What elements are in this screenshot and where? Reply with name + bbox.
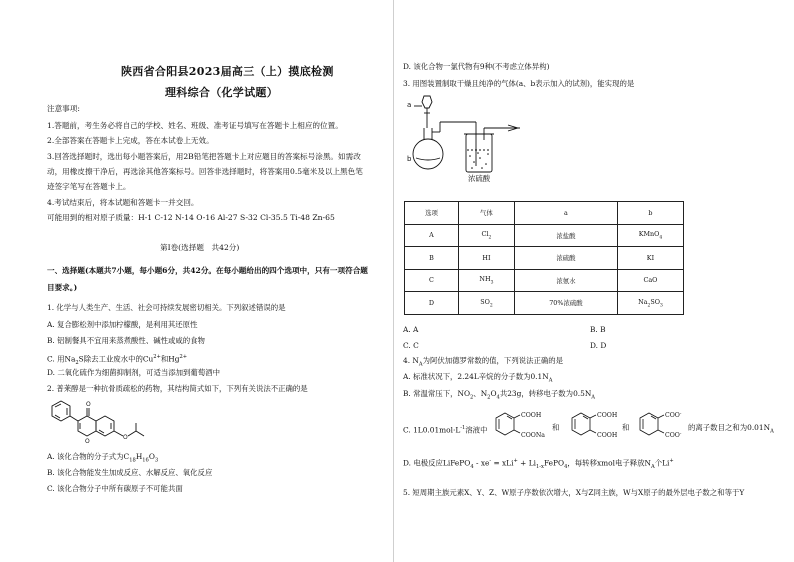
table-row bbox=[405, 292, 684, 315]
svg-text:COONa: COONa bbox=[521, 432, 545, 439]
q4-option-c-lead: C. $1L0.01mol\cdot L^{-1}$溶液中 bbox=[403, 425, 488, 435]
svg-text:O: O bbox=[123, 434, 128, 441]
notice-heading: 注意事项: bbox=[47, 104, 80, 113]
label-a: a bbox=[407, 101, 412, 109]
question-1: 1. 化学与人类生产、生活、社会可持续发展密切相关。下列叙述错误的是 bbox=[47, 303, 286, 312]
q3-option-b: B. B bbox=[590, 325, 606, 334]
question-3: 3. 用图装置制取干燥且纯净的气体(a、b表示加入的试剂)，能实现的是 bbox=[403, 79, 635, 88]
question-2: 2. 普莱醇是一种抗骨质疏松的药物，其结构简式如下，下列有关说法不正确的是 bbox=[47, 384, 308, 393]
question-4: 4. $N_A$为阿伏加德罗常数的值，下列说法正确的是 bbox=[403, 356, 564, 368]
cell-a: 浓盐酸 bbox=[514, 224, 617, 247]
q4-option-d: D. 电极反应LiFePO$_4$ - $xe^- = xLi^+ + Li_{1-x}FePO_4$，每转移xmol电子释放$N_A$个Li+ bbox=[403, 458, 674, 470]
cell-b: CaO bbox=[617, 269, 683, 292]
q2-option-c: C. 该化合物分子中所有碳原子不可能共面 bbox=[47, 484, 183, 493]
svg-text:COO-: COO- bbox=[665, 432, 682, 439]
notice-3: 3.回答选择题时，选出每小题答案后，用2B铅笔把答题卡上对应题目的答案标号涂黑。如需改 bbox=[47, 152, 361, 161]
table-row bbox=[405, 224, 684, 247]
cell-b: KMnO$_4$ bbox=[617, 224, 683, 247]
ipriflavone-structure-image bbox=[44, 396, 164, 448]
svg-text:COOH: COOH bbox=[597, 412, 618, 419]
q4-option-a: A. 标准状况下，2.24L辛烷的分子数为$0.1N_A$ bbox=[403, 372, 553, 384]
q1-option-d: D. 二氧化硫作为细菌抑制剂，可适当添加到葡萄酒中 bbox=[47, 368, 220, 377]
cell-option: A bbox=[405, 224, 459, 247]
svg-text:COO-: COO- bbox=[665, 412, 682, 419]
apparatus-caption: 浓硫酸 bbox=[468, 174, 491, 183]
q3-option-a: A. A bbox=[403, 325, 419, 334]
exam-title: 陕西省合阳县2023届高三（上）摸底检测 bbox=[121, 65, 334, 78]
q1-option-c: C. 用$Na_2S$除去工业废水中的$Cu^{2+}$和$Hg^{2+}$ bbox=[47, 354, 188, 366]
header-b: b bbox=[617, 202, 683, 225]
section-heading-cont: 目要求。) bbox=[47, 283, 78, 292]
exam-subtitle: 理科综合（化学试题） bbox=[165, 86, 278, 99]
header-a: a bbox=[514, 202, 617, 225]
cell-a: 70%浓硫酸 bbox=[514, 292, 617, 315]
question-5: 5. 短周期主族元素X、Y、Z、W原子序数依次增大，X与Z同主族，W与X原子的最外层电子数之和等于Y bbox=[403, 488, 745, 497]
cell-gas: $Cl_2$ bbox=[458, 224, 514, 247]
q1-option-b: B. 铝制餐具不宜用来蒸煮酸性、碱性或咸的食物 bbox=[47, 336, 205, 345]
cell-b: KI bbox=[617, 247, 683, 270]
reagent-table bbox=[404, 201, 684, 315]
svg-text:COOH: COOH bbox=[597, 432, 618, 439]
cell-a: 浓氨水 bbox=[514, 269, 617, 292]
notice-3-cont: 动，用橡皮擦干净后，再选涂其他答案标号。回答非选择题时，将答案用0.5毫米及以上黑色笔 bbox=[47, 167, 363, 176]
q2-option-b: B. 该化合物能发生加成反应、水解反应、氧化反应 bbox=[47, 468, 213, 477]
q4-option-c-and-1: 和 bbox=[552, 423, 560, 432]
label-b: b bbox=[407, 155, 412, 163]
phthalate-ion-structure bbox=[634, 408, 690, 444]
table-header-row bbox=[405, 202, 684, 225]
svg-text:COOH: COOH bbox=[521, 412, 542, 419]
q1-option-a: A. 复合膨松剂中添加柠檬酸，是利用其还原性 bbox=[47, 320, 198, 329]
cell-gas: $SO_2$ bbox=[458, 292, 514, 315]
svg-text:O: O bbox=[85, 438, 90, 445]
cell-gas: HI bbox=[458, 247, 514, 270]
notice-2: 2.全部答案在答题卡上完成，答在本试卷上无效。 bbox=[47, 136, 214, 145]
cell-a: 浓硫酸 bbox=[514, 247, 617, 270]
q2-option-d: D. 该化合物一氯代物有9种(不考虑立体异构) bbox=[403, 62, 550, 71]
header-gas: 气体 bbox=[458, 202, 514, 225]
section-heading: 一、选择题(本题共7小题，每小题6分，共42分。在每小题给出的四个选项中，只有一项符合题 bbox=[47, 266, 368, 275]
cell-option: D bbox=[405, 292, 459, 315]
q4-option-c-tail: 的离子数目之和为$0.01N_A$ bbox=[688, 423, 774, 435]
cell-option: B bbox=[405, 247, 459, 270]
notice-3-end: 迹签字笔写在答题卡上。 bbox=[47, 182, 131, 191]
column-divider bbox=[393, 0, 394, 562]
cell-gas: $NH_3$ bbox=[458, 269, 514, 292]
q4-option-b: B. 常温常压下，$NO_2$、$N_2O_4$共23g，转移电子数为$0.5N_A$ bbox=[403, 389, 596, 401]
cell-option: C bbox=[405, 269, 459, 292]
q4-option-c-and-2: 和 bbox=[622, 423, 630, 432]
header-option: 选项 bbox=[405, 202, 459, 225]
q2-option-a: A. 该化合物的分子式为$C_{18}H_{16}O_3$ bbox=[47, 452, 159, 464]
svg-text:O: O bbox=[86, 401, 91, 408]
q3-option-d: D. D bbox=[590, 341, 607, 350]
phthalic-acid-structure bbox=[566, 408, 622, 444]
notice-1: 1.答题前，考生务必将自己的学校、姓名、班级、准考证号填写在答题卡上相应的位置。 bbox=[47, 121, 343, 130]
sodium-hydrogen-phthalate-structure bbox=[490, 408, 556, 444]
table-row bbox=[405, 247, 684, 270]
notice-4: 4.考试结束后，将本试题和答题卡一并交回。 bbox=[47, 198, 199, 207]
atomic-masses: 可能用到的相对原子质量：H-1 C-12 N-14 O-16 Al-27 S-32 Cl-35.5 Ti-48 Zn-65 bbox=[47, 213, 335, 222]
q3-option-c: C. C bbox=[403, 341, 419, 350]
gas-apparatus-diagram bbox=[404, 92, 524, 188]
part-title: 第Ⅰ卷(选择题 共42分) bbox=[160, 243, 240, 252]
cell-b: $Na_2SO_3$ bbox=[617, 292, 683, 315]
table-row bbox=[405, 269, 684, 292]
